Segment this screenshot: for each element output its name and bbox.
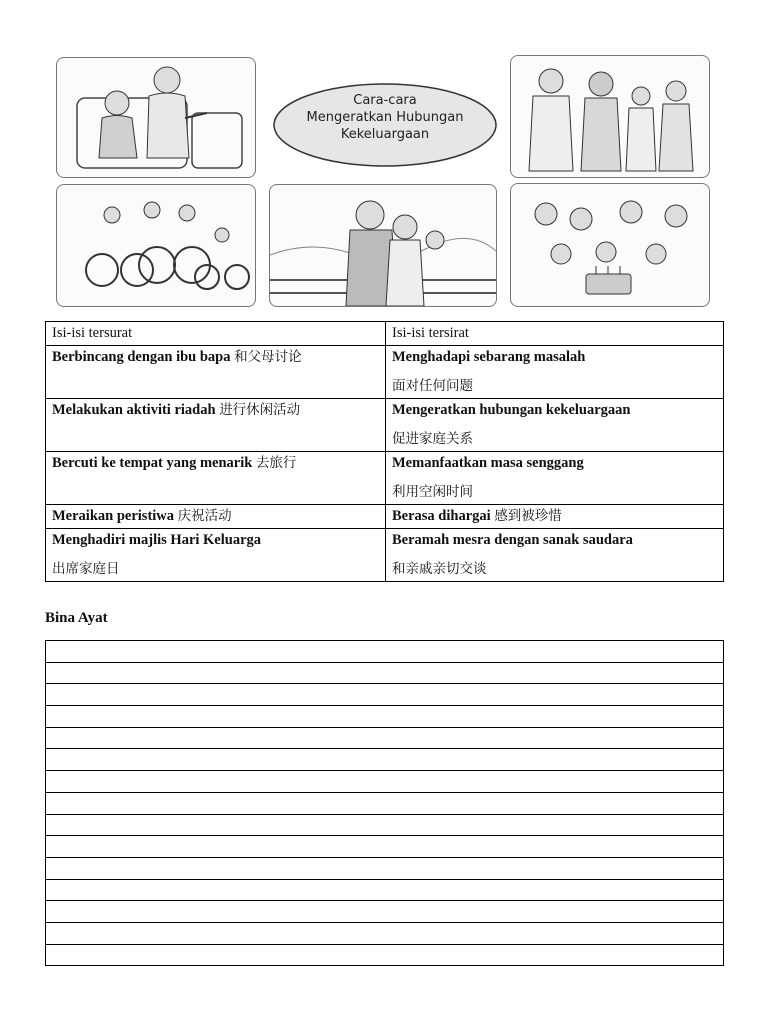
tersirat-chinese-text: 和亲戚亲切交谈: [392, 561, 487, 577]
tersurat-chinese-text: 庆祝活动: [177, 508, 232, 524]
writing-line[interactable]: [46, 663, 723, 685]
writing-line[interactable]: [46, 901, 723, 923]
tersirat-malay-text: Beramah mesra dengan sanak saudara: [392, 532, 633, 548]
tersirat-malay-text: Berasa dihargai: [392, 508, 491, 524]
writing-line[interactable]: [46, 923, 723, 945]
writing-line[interactable]: [46, 858, 723, 880]
tersirat-chinese-text: 促进家庭关系: [392, 431, 473, 447]
tersirat-chinese-text: 面对任何问题: [392, 378, 473, 394]
illustration-family-gathering: [510, 55, 710, 178]
title-line-3: Kekeluargaan: [340, 127, 430, 142]
table-row: [46, 452, 724, 505]
writing-line[interactable]: [46, 706, 723, 728]
tersurat-chinese-text: 进行休闲活动: [219, 402, 301, 418]
tersurat-chinese-text: 出席家庭日: [52, 561, 120, 577]
illustration-holiday: [269, 184, 497, 307]
tersurat-chinese-text: 和父母讨论: [234, 349, 302, 365]
table-row: [46, 505, 724, 529]
tersirat-malay-text: Memanfaatkan masa senggang: [392, 455, 584, 471]
cell-tersurat: [46, 346, 386, 399]
tersurat-malay-text: Melakukan aktiviti riadah: [52, 402, 216, 418]
tersurat-malay-text: Berbincang dengan ibu bapa: [52, 349, 231, 365]
tersirat-chinese-text: 利用空闲时间: [392, 484, 473, 500]
cell-tersirat: [386, 399, 724, 452]
tersirat-malay-text: Mengeratkan hubungan kekeluargaan: [392, 402, 631, 418]
illustration-celebration: [510, 183, 710, 307]
writing-line[interactable]: [46, 641, 723, 663]
cell-tersirat: [386, 346, 724, 399]
tersurat-malay-text: Meraikan peristiwa: [52, 508, 175, 524]
cell-tersirat: [386, 505, 724, 529]
header-tersirat: Isi-isi tersirat: [386, 322, 724, 346]
writing-line[interactable]: [46, 749, 723, 771]
tersurat-malay-text: Menghadiri majlis Hari Keluarga: [52, 532, 262, 548]
tersirat-malay-text: Menghadapi sebarang masalah: [392, 349, 586, 365]
bina-ayat-label: Bina Ayat: [45, 610, 108, 626]
table-row: [46, 399, 724, 452]
illustration-cycling: [56, 184, 256, 307]
table-row: [46, 346, 724, 399]
writing-line[interactable]: [46, 793, 723, 815]
writing-line[interactable]: [46, 836, 723, 858]
header-tersurat: Isi-isi tersurat: [46, 322, 386, 346]
table-header-row: [46, 322, 724, 346]
tersirat-chinese-text: 感到被珍惜: [494, 508, 562, 524]
cell-tersirat: [386, 452, 724, 505]
writing-line[interactable]: [46, 728, 723, 750]
isi-table: [45, 321, 724, 582]
writing-line[interactable]: [46, 880, 723, 902]
cell-tersurat: [46, 505, 386, 529]
tersurat-chinese-text: 去旅行: [255, 455, 297, 471]
cell-tersurat: [46, 399, 386, 452]
tersurat-malay-text: Bercuti ke tempat yang menarik: [52, 455, 253, 471]
illustration-talking-with-parents: [56, 57, 256, 178]
writing-line[interactable]: [46, 684, 723, 706]
title-line-2: Mengeratkan Hubungan: [306, 110, 464, 125]
title-line-1: Cara-cara: [353, 93, 417, 108]
table-row: [46, 529, 724, 582]
cell-tersurat: [46, 452, 386, 505]
writing-line[interactable]: [46, 815, 723, 837]
cell-tersurat: [46, 529, 386, 582]
writing-lines: [45, 640, 724, 966]
title-oval: [272, 82, 498, 168]
cell-tersirat: [386, 529, 724, 582]
writing-line[interactable]: [46, 945, 723, 966]
writing-line[interactable]: [46, 771, 723, 793]
